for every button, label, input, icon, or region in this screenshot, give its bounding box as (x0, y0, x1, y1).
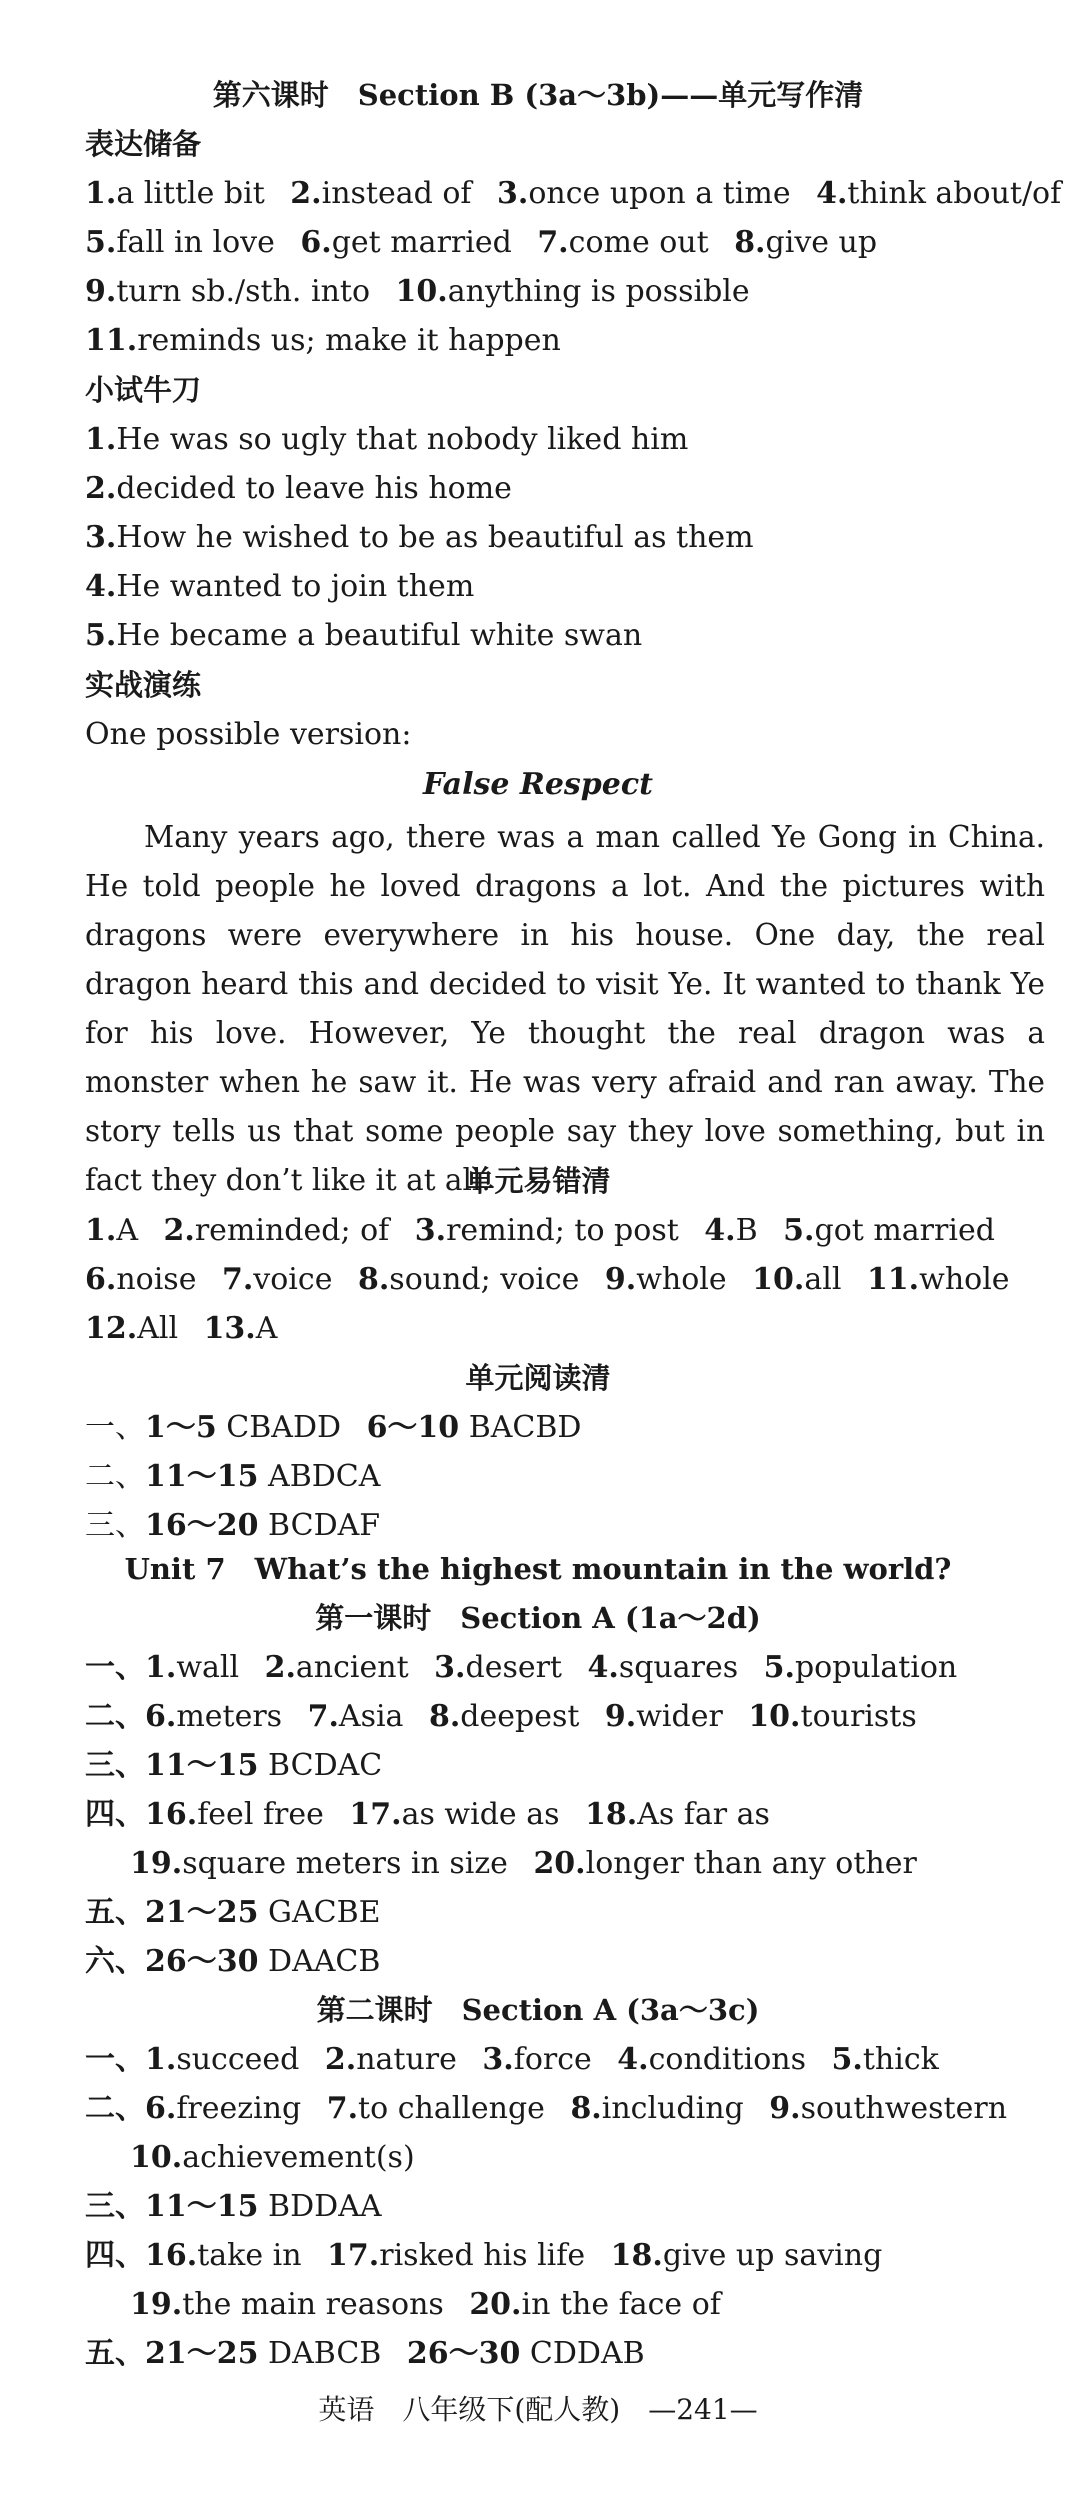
answer-item: 三、11～15 BCDAC (85, 1748, 383, 1783)
answer-item: 2.ancient (264, 1650, 409, 1685)
answer-item: 一、1.succeed (85, 2042, 300, 2077)
mistake-row (85, 1213, 995, 1249)
reading-row (85, 1508, 380, 1544)
answer-item: 10.tourists (748, 1699, 917, 1734)
answer-item: 3.force (482, 2042, 592, 2077)
lesson2-row (85, 2042, 939, 2078)
reading-row (85, 1410, 582, 1446)
answer-item: 8.including (570, 2091, 744, 2126)
mistake-row (85, 1262, 1010, 1298)
answer-item: 20.in the face of (469, 2287, 721, 2322)
answer-item: 26～30 CDDAB (406, 2336, 645, 2371)
lesson2-row (85, 2091, 1007, 2127)
practice-row (85, 520, 754, 556)
lesson2-row (85, 2189, 382, 2225)
answer-item: 1.a little bit (85, 176, 265, 211)
answer-item: 18.As far as (584, 1797, 770, 1832)
answer-item: 9.wider (604, 1699, 723, 1734)
expr-row (85, 225, 877, 261)
page-footer: 英语 八年级下(配人教) —241— (318, 2393, 758, 2426)
unit7-lesson2-title: 第二课时 Section A (3a～3c) (316, 1993, 760, 2027)
answer-item: 4.squares (587, 1650, 739, 1685)
answer-item: 7.to challenge (326, 2091, 545, 2126)
answer-item: 6.get married (300, 225, 512, 260)
answer-item: 9.southwestern (769, 2091, 1008, 2126)
answer-item: 4.He wanted to join them (85, 569, 475, 604)
answer-item: 11.whole (866, 1262, 1010, 1297)
lesson1-row (130, 1846, 917, 1882)
expr-row (85, 323, 561, 359)
answer-item: 六、26～30 DAACB (85, 1944, 381, 1979)
answer-item: 11.reminds us; make it happen (85, 323, 561, 358)
practice-row (85, 618, 642, 654)
answer-item: 5.got married (783, 1213, 995, 1248)
answer-item: 一、1.wall (85, 1650, 240, 1685)
answer-item: 三、16～20 BCDAF (85, 1508, 381, 1543)
answer-item: 17.as wide as (349, 1797, 560, 1832)
answer-item: 17.risked his life (327, 2238, 586, 2273)
answer-item: 二、11～15 ABDCA (85, 1459, 381, 1494)
lesson1-row (85, 1895, 381, 1931)
answer-item: 6.noise (85, 1262, 197, 1297)
answer-item: 3.desert (434, 1650, 562, 1685)
answer-item: 8.give up (734, 225, 878, 260)
lesson6-title: 第六课时 Section B (3a～3b)——单元写作清 (212, 78, 864, 112)
answer-item: 一、1～5 CBADD (85, 1410, 342, 1445)
answer-item: 6～10 BACBD (366, 1410, 582, 1445)
reading-row (85, 1459, 380, 1495)
practice-row (85, 569, 474, 605)
mistakes-heading: 单元易错清 (465, 1164, 611, 1198)
unit7-title: Unit 7 What’s the highest mountain in the world? (124, 1552, 952, 1586)
answer-item: 3.once upon a time (497, 176, 791, 211)
essay-paragraph: Many years ago, there was a man called Ye Gong in China. He told people he loved dragons a lot. And the pictures with dragons were everywhere in his house. One day, the real dragon heard this and decided to visit Ye. It wanted to thank Ye for his love. However, Ye thought the real dragon was a monster when he saw it. He was very afraid and ran away. The story tells us that some people say they love something, but in fact they don’t like it at all. (85, 820, 1045, 1197)
drill-heading: 实战演练 (85, 668, 202, 702)
answer-item: 9.turn sb./sth. into (85, 274, 371, 309)
unit7-lesson1-title: 第一课时 Section A (1a～2d) (315, 1601, 761, 1635)
answer-item: 19.square meters in size (130, 1846, 508, 1881)
lesson1-row (85, 1699, 917, 1735)
reading-heading: 单元阅读清 (465, 1361, 611, 1395)
answer-item: 7.Asia (307, 1699, 404, 1734)
answer-item: 13.A (203, 1311, 278, 1346)
answer-item: 1.He was so ugly that nobody liked him (85, 422, 689, 457)
essay-body (85, 813, 1045, 1205)
version-label: One possible version: (85, 717, 412, 752)
answer-item: 10.achievement(s) (130, 2140, 415, 2175)
answer-item: 2.decided to leave his home (85, 471, 512, 506)
lesson2-row (130, 2287, 721, 2323)
practice-row (85, 471, 512, 507)
answer-item: 5.thick (831, 2042, 939, 2077)
answer-item: 二、6.freezing (85, 2091, 302, 2126)
answer-item: 7.come out (537, 225, 709, 260)
practice-row (85, 422, 688, 458)
lesson1-row (85, 1748, 382, 1784)
answer-item: 10.anything is possible (395, 274, 750, 309)
lesson1-row (85, 1944, 380, 1980)
answer-item: 4.think about/of (816, 176, 1062, 211)
answer-item: 2.instead of (290, 176, 472, 211)
answer-item: 5.fall in love (85, 225, 275, 260)
lesson1-row (85, 1797, 770, 1833)
answer-item: 二、6.meters (85, 1699, 283, 1734)
answer-item: 7.voice (221, 1262, 333, 1297)
answer-item: 四、16.take in (85, 2238, 302, 2273)
answer-item: 18.give up saving (610, 2238, 883, 2273)
answer-item: 4.conditions (617, 2042, 807, 2077)
answer-item: 3.How he wished to be as beautiful as them (85, 520, 754, 555)
lesson1-row (85, 1650, 957, 1686)
answer-item: 五、21～25 GACBE (85, 1895, 381, 1930)
answer-item: 19.the main reasons (130, 2287, 444, 2322)
answer-item: 9.whole (604, 1262, 727, 1297)
answer-item: 10.all (752, 1262, 842, 1297)
answer-item: 三、11～15 BDDAA (85, 2189, 382, 2224)
answer-item: 2.reminded; of (163, 1213, 390, 1248)
answer-item: 8.deepest (428, 1699, 580, 1734)
lesson2-row (85, 2238, 882, 2274)
answer-item: 12.All (85, 1311, 179, 1346)
expr-row (85, 274, 750, 310)
answer-item: 五、21～25 DABCB (85, 2336, 382, 2371)
expr-heading: 表达储备 (85, 127, 202, 161)
answer-item: 5.population (763, 1650, 958, 1685)
answer-item: 3.remind; to post (414, 1213, 679, 1248)
answer-item: 1.A (85, 1213, 138, 1248)
essay-title: False Respect (422, 767, 653, 802)
answer-item: 四、16.feel free (85, 1797, 324, 1832)
answer-item: 20.longer than any other (533, 1846, 917, 1881)
answer-item: 4.B (704, 1213, 758, 1248)
mistake-row (85, 1311, 277, 1347)
lesson2-row (130, 2140, 415, 2176)
expr-row (85, 176, 1061, 212)
lesson2-row (85, 2336, 645, 2372)
answer-item: 8.sound; voice (357, 1262, 580, 1297)
answer-item: 2.nature (324, 2042, 457, 2077)
practice-heading: 小试牛刀 (85, 373, 202, 407)
answer-item: 5.He became a beautiful white swan (85, 618, 643, 653)
